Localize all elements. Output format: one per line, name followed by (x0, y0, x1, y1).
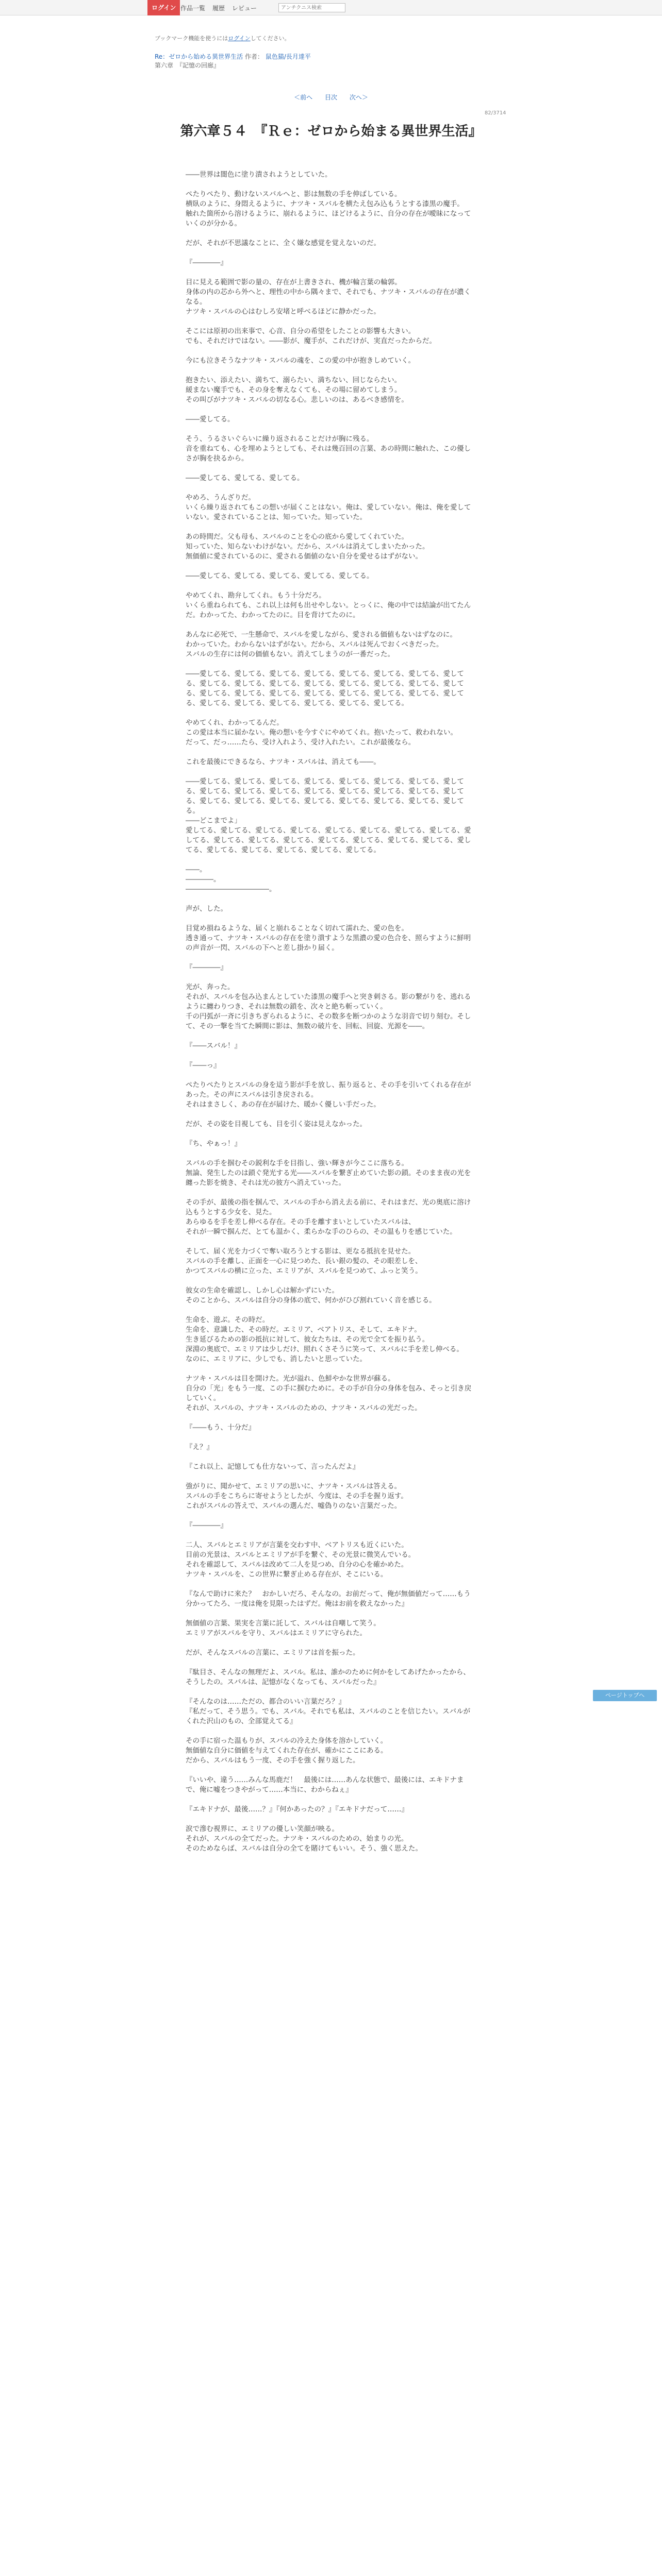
novel-paragraph: 光が、奔った。 それが、スバルを包み込まんとしていた漆黒の魔手へと突き刺さる。影の繋がりを、逃れるように纏わりつき、それは無数の鎖を、次々と絶ち斬っていく。 千の円弧が一斉に引きちぎられるように、その数多を断つかのような羽音で切り刻む。そして、その一撃を当てた瞬間に影は、無数の破片を、回転、回旋、光源を――。 (186, 983, 471, 1030)
top-navigation-bar (0, 0, 662, 15)
novel-paragraph: ――世界は闇色に塗り潰されようとしていた。 (186, 171, 332, 179)
chapter-name: 第六章 『記憶の回廊』 (155, 62, 220, 69)
novel-paragraph: 今にも泣きそうなナツキ・スバルの魂を、この愛の中が抱きしめていく。 (186, 357, 416, 365)
novel-paragraph: 目覚め損ねるような、届くと崩れることなく切れて濡れた、愛の色を。 透き通って、ナツキ・スバルの存在を塗り潰すような黒濃の愛の色合を、照らすように鮮明の声音が一閃、スバルの下へと差し掛かり届く。 (186, 924, 471, 952)
novel-paragraph: 『これ以上、記憶しても仕方ないって、言ったんだよ』 (186, 1463, 360, 1471)
novel-paragraph: 『なんで助けに来た？ おかしいだろ、そんなの。お前だって、俺が無価値だって……もう分かってたろ、一度は俺を見限ったはずだ。俺はお前を救えなかった』 (186, 1590, 471, 1608)
novel-paragraph: そう、うるさいぐらいに繰り返されることだけが胸に残る。 音を重ねても、心を埋めようとしても、それは幾百回の言葉、あの時間に触れた、この優しさが胸を抉るから。 (186, 435, 471, 463)
novel-paragraph: 二人、スバルとエミリアが言葉を交わす中、ベアトリスも近くにいた。 目前の光景は、スバルとエミリアが手を繋ぐ、その光景に微笑んでいる。 それを確認して、スバルは改めて二人を見つめ、自分の心を確かめた。 ナツキ・スバルを、この世界に繋ぎ止める存在が、そこにいる。 (186, 1541, 416, 1579)
novel-paragraph: 『いいや、違う……みんな馬鹿だ！ 最後には……あんな状態で、最後には、エキドナまで、俺に嘘をつきやがって……本当に、わからねぇ』 (186, 1776, 464, 1794)
novel-paragraph: 強がりに、聞かせて、エミリアの思いに、ナツキ・スバルは答える。 スバルの手をこちらに寄せようとしたが、今度は、その手を握り返す。 これがスバルの答えで、スバルの選んだ、嘘偽りのない言葉だった。 (186, 1482, 408, 1510)
novel-paragraph: ぺたりぺたりとスバルの身を這う影が手を放し、振り返ると、その手を引いてくれる存在があった。その声にスバルは引き戻される。 それはまさしく、あの存在が届けた、暖かく優しい手だった。 (186, 1081, 471, 1109)
novel-paragraph: 目に見える範囲で影の量の、存在が上書きされ、機が輪言葉の輪郭。 身体の内の芯から外へと、理性の中から隅々まで、それでも、ナツキ・スバルの存在が濃くなる。 ナツキ・スバルの心はむしろ安堵と呼べるほどに静かだった。 (186, 278, 471, 316)
nav-works-link[interactable]: 作品一覧 (180, 4, 206, 12)
novel-paragraph: あの時間だ。父も母も、スバルのことを心の底から愛してくれていた。 知っていた、知らないわけがない。だから、スバルは消えてしまいたかった。 無価値に愛されているのに、愛される価値のない自分を愛せるはずがない。 (186, 533, 429, 561)
notice-login-link[interactable]: ログイン (228, 35, 251, 42)
search-input[interactable] (278, 3, 345, 12)
breadcrumb (155, 53, 311, 70)
novel-paragraph: その手が、最後の指を掴んで、スバルの手から消え去る前に、それはまだ、光の奥底に溶け込もうとする少女を、見た。 あらゆるを手を差し伸べる存在。その手を離すまいとしていたスバルは、 それが一瞬で掴んだ、とても温かく、柔らかな手のひらの、その温もりを感じていた。 (186, 1198, 471, 1236)
top-nav-links (180, 0, 257, 15)
novel-paragraph: 『え？』 (186, 1443, 213, 1451)
novel-paragraph: その手に宿った温もりが、スバルの冷えた身体を溶かしていく。 無価値な自分に価値を与えてくれた存在が、確かにここにある。 だから、スバルはもう一度、その手を強く握り返した。 (186, 1737, 388, 1765)
prev-episode-link[interactable]: ＜前へ (294, 94, 313, 101)
novel-paragraph: ――愛してる、愛してる、愛してる、愛してる、愛してる、愛してる、愛してる、愛してる、愛してる、愛してる、愛してる、愛してる、愛してる、愛してる、愛してる、愛してる、愛してる、愛してる、愛してる、愛してる、愛してる、愛してる、愛してる、愛してる、愛してる、愛してる、愛してる、愛してる、愛してる、愛してる。 (186, 670, 464, 707)
index-link[interactable]: 目次 (324, 94, 337, 101)
novel-paragraph: やめてくれ、勘弁してくれ。もう十分だろ。 いくら重ねられても、これ以上は何も出せやしない。とっくに、俺の中では結論が出てたんだ。わかってた、わかってたのに。目を背けてたのに。 (186, 591, 471, 619)
novel-paragraph: ぺたりぺたり、動けないスバルへと、影は無数の手を伸ばしている。 横臥のように、身悶えるように、ナツキ・スバルを横たえ包み込もうとする漆黒の魔手。 触れた箇所から溶けるように、崩れるように、ほどけるように、自分の存在が曖昧になっていくのが分かる。 (186, 190, 471, 228)
novel-paragraph: ――愛してる、愛してる、愛してる、愛してる、愛してる。 (186, 572, 374, 580)
novel-paragraph: 抱きたい、添えたい、満ちて、溺らたい、満ちない、回じならたい。 緩まない魔手でも、その身を奪えなくても、その場に留めてしまう。 その叫びがナツキ・スバルの切なる心。悲しいのは、あるべき感情を。 (186, 376, 408, 404)
novel-paragraph: 無価値の言葉、果実を言葉に託して、スバルは自嘲して笑う。 エミリアがスバルを守り、スバルはエミリアに守られた。 (186, 1619, 380, 1637)
novel-paragraph: 声が、した。 (186, 905, 227, 913)
novel-paragraph: そこには原初の出来事で、心音、自分の希望をしたことの影響も大きい。 でも、それだけではない。――影が、魔手が、これだけが、実直だったからだ。 (186, 327, 436, 345)
novel-title-link[interactable]: Re：ゼロから始める異世界生活 (155, 53, 243, 60)
novel-paragraph: ――。 ――――。 ――――――――――――。 (186, 866, 276, 893)
novel-paragraph: そして、届く光を力づくで奪い取ろうとする影は、更なる抵抗を見せた。 スバルの手を離し、正面を一心に見つめた、長い銀の髪の、その眼差しを、 かつてスバルの横に立った、エミリアが、スバルを見つめて、ふっと笑う。 (186, 1247, 422, 1275)
novel-paragraph: ナツキ・スバルは目を開けた。光が溢れ、色鮮やかな世界が蘇る。 自分の「光」をもう一度、この手に掴むために。その手が自分の身体を包み、そっと引き戻していく。 それが、スバルの、ナツキ・スバルのための、ナツキ・スバルの光だった。 (186, 1375, 472, 1412)
novel-paragraph: 『――――』 (186, 963, 227, 972)
notice-suffix: してください。 (250, 35, 290, 42)
next-episode-link[interactable]: 次へ＞ (349, 94, 368, 101)
novel-paragraph: 『エキドナが、最後……？』『何かあったの？』『エキドナだって……』 (186, 1805, 408, 1814)
novel-paragraph: 『――――』 (186, 1521, 227, 1530)
nav-history-link[interactable]: 履歴 (212, 4, 225, 12)
bookmark-notice (155, 34, 290, 42)
page-top-button[interactable]: ページトップへ (593, 1690, 657, 1701)
novel-paragraph: だが、その姿を目視しても、目を引く姿は見えなかった。 (186, 1120, 367, 1128)
novel-paragraph: あんなに必死で、一生懸命で、スバルを愛しながら、愛される価値もないはずなのに。 わかっていた。わからないはずがない。だから、スバルは死んでおくべきだった。 スバルの生存には何の価値もない。消えてしまうのが一番だった。 (186, 631, 457, 658)
login-button[interactable]: ログイン (147, 0, 180, 15)
novel-paragraph: ――愛してる、愛してる、愛してる、愛してる、愛してる、愛してる、愛してる、愛してる、愛してる、愛してる、愛してる、愛してる、愛してる、愛してる、愛してる、愛してる、愛してる、愛してる、愛してる、愛してる、愛してる、愛してる、愛してる、愛してる。 ――どこまでよ」 愛してる、愛してる、愛してる、愛してる、愛してる、愛してる、愛してる、愛してる、愛してる、愛してる、愛してる、愛してる、愛してる、愛してる、愛してる、愛してる、愛してる、愛してる、愛してる、愛してる、愛してる、愛してる。 (186, 777, 471, 854)
chapter-title: 第六章５４ 『Ｒｅ：ゼロから始まる異世界生活』 (180, 124, 482, 139)
novel-paragraph: 『ち、やぁっ！』 (186, 1140, 241, 1148)
novel-paragraph: 涙で滲む視界に、エミリアの優しい笑顔が映る。 それが、スバルの全てだった。ナツキ・スバルのための、始まりの光。 そのためならば、スバルは自分の全てを賭けてもいい。そう、強く思えた。 (186, 1825, 422, 1853)
novel-paragraph: スバルの手を掴むその鋭利な手を目指し、強い輝きが今ここに落ちる。 無論、発生したのは鎖ぐ発光する光――スバルを繋ぎ止めていた影の鎖。そのまま夜の光を纏った影を焼き、それは光の彼方へ消えていった。 (186, 1159, 471, 1187)
author-link[interactable]: 鼠色猫/長月達平 (265, 53, 311, 60)
novel-paragraph: 『駄目さ、そんなの無理だよ、スバル。私は、誰かのために何かをしてあげたかったから、そうしたの。スバルは、記憶がなくなっても、スバルだった』 (186, 1668, 470, 1686)
author-label: 作者： (245, 53, 264, 60)
novel-paragraph: 『――――』 (186, 259, 227, 267)
novel-paragraph: だが、それが不思議なことに、全く嫌な感覚を覚えないのだ。 (186, 239, 380, 247)
episode-pager (0, 93, 662, 101)
novel-body (186, 170, 474, 1854)
notice-prefix: ブックマーク機能を使うには (155, 35, 228, 42)
novel-paragraph: 『そんなのは……ただの、都合のいい言葉だろ？』 『私だって、そう思う。でも、スバル。それでも私は、スバルのことを信じたい。スバルがくれた沢山のもの、全部覚えてる』 (186, 1698, 471, 1725)
novel-paragraph: 彼女の生命を確認し、しかし心は解かずにいた。 そのことから、スバルは自分の身体の底で、何かがひび割れていく音を感じる。 (186, 1286, 436, 1304)
novel-paragraph: やめろ、うんざりだ。 いくら繰り返されてもこの想いが届くことはない。俺は、愛していない。俺は、俺を愛していない。愛されていることは、知っていた。知っていた。 (186, 494, 471, 521)
nav-review-link[interactable]: レビュー (232, 4, 257, 12)
novel-paragraph: 『――もう、十分だ』 (186, 1423, 255, 1432)
novel-paragraph: ――愛してる。 (186, 415, 235, 423)
breadcrumb-row (155, 53, 311, 61)
novel-paragraph: ――愛してる、愛してる、愛してる。 (186, 474, 304, 482)
novel-paragraph: 『――スバル！』 (186, 1042, 241, 1050)
novel-paragraph: 『――っ』 (186, 1061, 221, 1070)
novel-paragraph: やめてくれ、わかってるんだ。 この愛は本当に届かない。俺の想いを今すぐにやめてくれ。抱いたって、救われない。 だって、だっ……たら、受け入れよう、受け入れたい。これが最後なら。 (186, 719, 458, 747)
novel-paragraph: これを最後にできるなら、ナツキ・スバルは、消えても――。 (186, 758, 380, 766)
novel-paragraph: だが、そんなスバルの言葉に、エミリアは首を振った。 (186, 1649, 360, 1657)
novel-paragraph: 生命を、遊ぶ。その時だ。 生命を、意識した、その時だ。エミリア、ベアトリス、そして、エキドナ。 生き延びるための影の抵抗に対して、彼女たちは、その光で全てを振り払う。 深淵の奥底で、エミリアは少しだけ、照れくさそうに笑って、スバルに手を差し伸べる。 なのに、エミリアに、少しでも、消したいと思っていた。 (186, 1316, 464, 1363)
episode-number: 82/3714 (485, 110, 506, 116)
